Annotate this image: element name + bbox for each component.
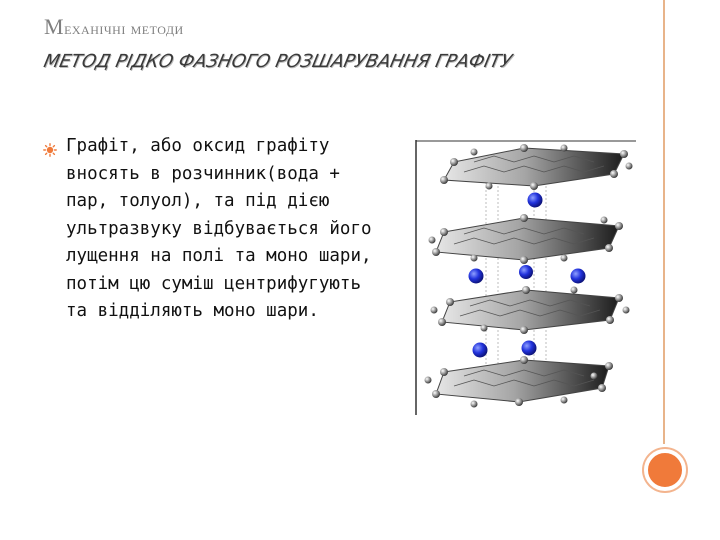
right-divider-line (663, 0, 665, 444)
slide-title: Механічні методи (44, 14, 184, 39)
bullet-text: Графіт, або оксид графіту вносять в розчинник(вода + пар, толуол), та під дією ультразвуку відбувається його лущення на полі та моно шари, потім цю суміш центрифугують та відділяють моно шари. (66, 136, 372, 321)
sun-icon (43, 143, 57, 157)
decorative-circle (644, 449, 686, 491)
graphite-structure-image (414, 140, 640, 415)
slide-subtitle: МЕТОД РІДКО ФАЗНОГО РОЗШАРУВАННЯ ГРАФІТУ (41, 51, 514, 72)
